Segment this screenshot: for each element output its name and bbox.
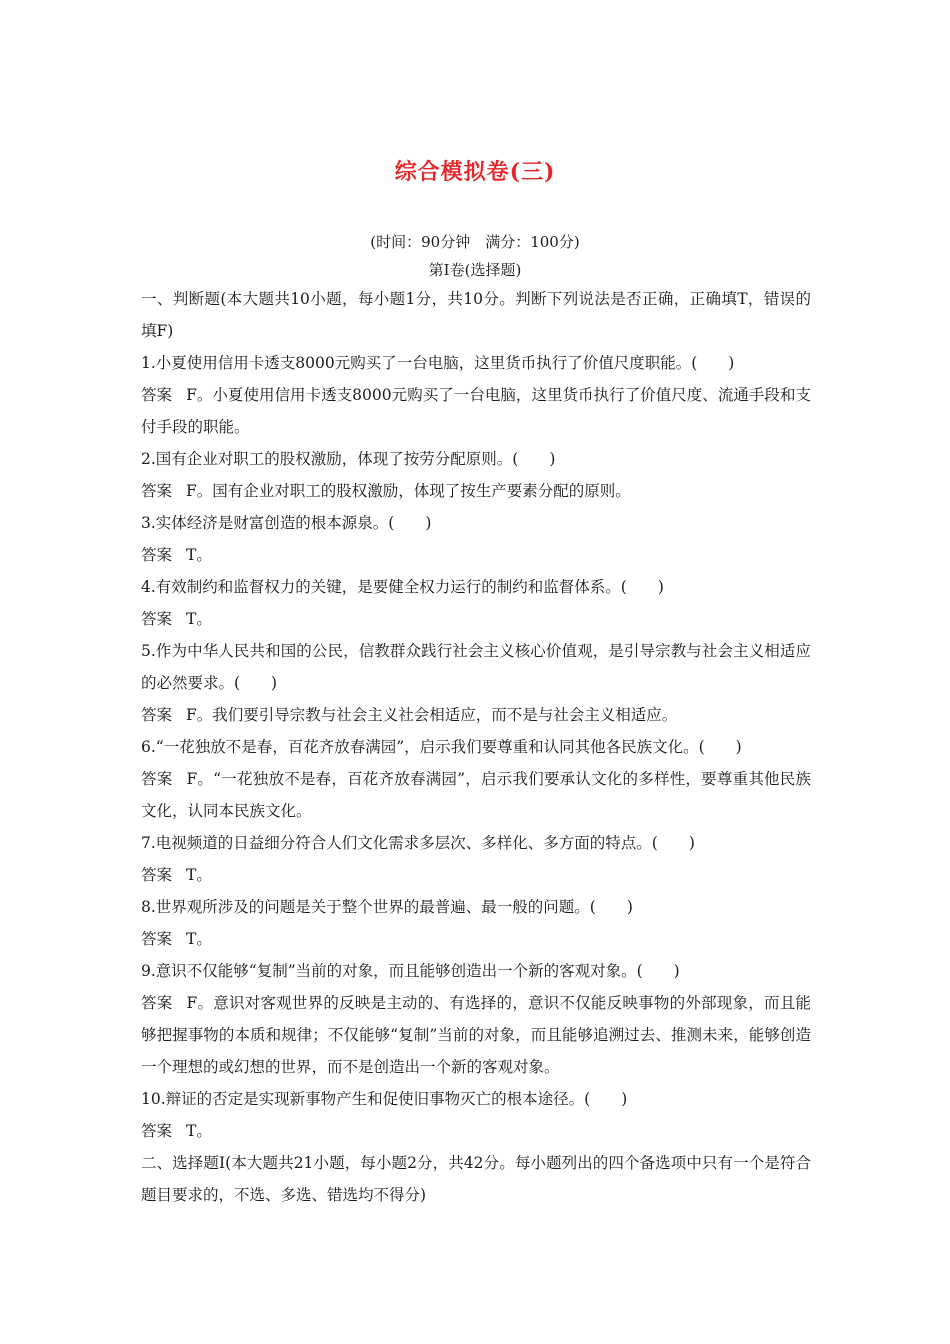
question-item: 8.世界观所涉及的问题是关于整个世界的最普遍、最一般的问题。( ) [141,898,633,916]
answer-label: 答案 [141,546,173,564]
section-heading-judgment: 一、判断题(本大题共10小题，每小题1分，共10分。判断下列说法是否正确，正确填T，错误的填F) [141,290,811,340]
answer-label: 答案 [141,610,173,628]
volume-title: 第Ⅰ卷(选择题) [428,261,522,279]
answer-item [141,603,811,635]
answer-item [141,1115,811,1147]
answer-label: 答案 [141,770,173,788]
question-item: 6.“一花独放不是春，百花齐放春满园”，启示我们要尊重和认同其他各民族文化。( ) [141,738,742,756]
answer-text: F。意识对客观世界的反映是主动的、有选择的，意识不仅能反映事物的外部现象，而且能够把握事物的本质和规律；不仅能够“复制”当前的对象，而且能够追溯过去、推测未来，能够创造一个理想的或幻想的世界，而不是创造出一个新的客观对象。 [141,994,811,1076]
answer-item [141,699,811,731]
answer-item [141,763,811,827]
answer-label: 答案 [141,866,173,884]
question-item: 7.电视频道的日益细分符合人们文化需求多层次、多样化、多方面的特点。( ) [141,834,695,852]
answer-item [141,923,811,955]
answer-label: 答案 [141,930,173,948]
answer-text: F。我们要引导宗教与社会主义社会相适应，而不是与社会主义相适应。 [186,706,678,724]
answer-text: T。 [186,1122,212,1140]
question-item: 4.有效制约和监督权力的关键，是要健全权力运行的制约和监督体系。( ) [141,578,664,596]
answer-item [141,987,811,1083]
question-item: 10.辩证的否定是实现新事物产生和促使旧事物灭亡的根本途径。( ) [141,1090,628,1108]
exam-time-info: (时间：90分钟 满分：100分) [370,233,580,251]
question-item: 1.小夏使用信用卡透支8000元购买了一台电脑，这里货币执行了价值尺度职能。( ) [141,354,735,372]
answer-label: 答案 [141,994,173,1012]
page-title: 综合模拟卷(三) [394,159,556,185]
question-list [141,347,811,1147]
question-item: 3.实体经济是财富创造的根本源泉。( ) [141,514,432,532]
answer-label: 答案 [141,386,173,404]
answer-item [141,379,811,443]
answer-label: 答案 [141,482,173,500]
section-heading-choice: 二、选择题Ⅰ(本大题共21小题，每小题2分，共42分。每小题列出的四个备选项中只有一个是符合题目要求的，不选、多选、错选均不得分) [141,1154,811,1204]
question-item: 9.意识不仅能够“复制”当前的对象，而且能够创造出一个新的客观对象。( ) [141,962,680,980]
answer-item [141,475,811,507]
exam-content [141,283,811,1211]
question-item: 2.国有企业对职工的股权激励，体现了按劳分配原则。( ) [141,450,556,468]
answer-text: F。小夏使用信用卡透支8000元购买了一台电脑，这里货币执行了价值尺度、流通手段和支付手段的职能。 [141,386,811,436]
answer-text: F。“一花独放不是春，百花齐放春满园”，启示我们要承认文化的多样性，要尊重其他民族文化，认同本民族文化。 [141,770,811,820]
answer-item [141,539,811,571]
answer-text: T。 [186,610,212,628]
question-item: 5.作为中华人民共和国的公民，信教群众践行社会主义核心价值观，是引导宗教与社会主义相适应的必然要求。( ) [141,642,811,692]
answer-text: T。 [186,866,212,884]
answer-text: F。国有企业对职工的股权激励，体现了按生产要素分配的原则。 [186,482,631,500]
answer-text: T。 [186,546,212,564]
answer-label: 答案 [141,706,173,724]
answer-text: T。 [186,930,212,948]
answer-item [141,859,811,891]
answer-label: 答案 [141,1122,173,1140]
